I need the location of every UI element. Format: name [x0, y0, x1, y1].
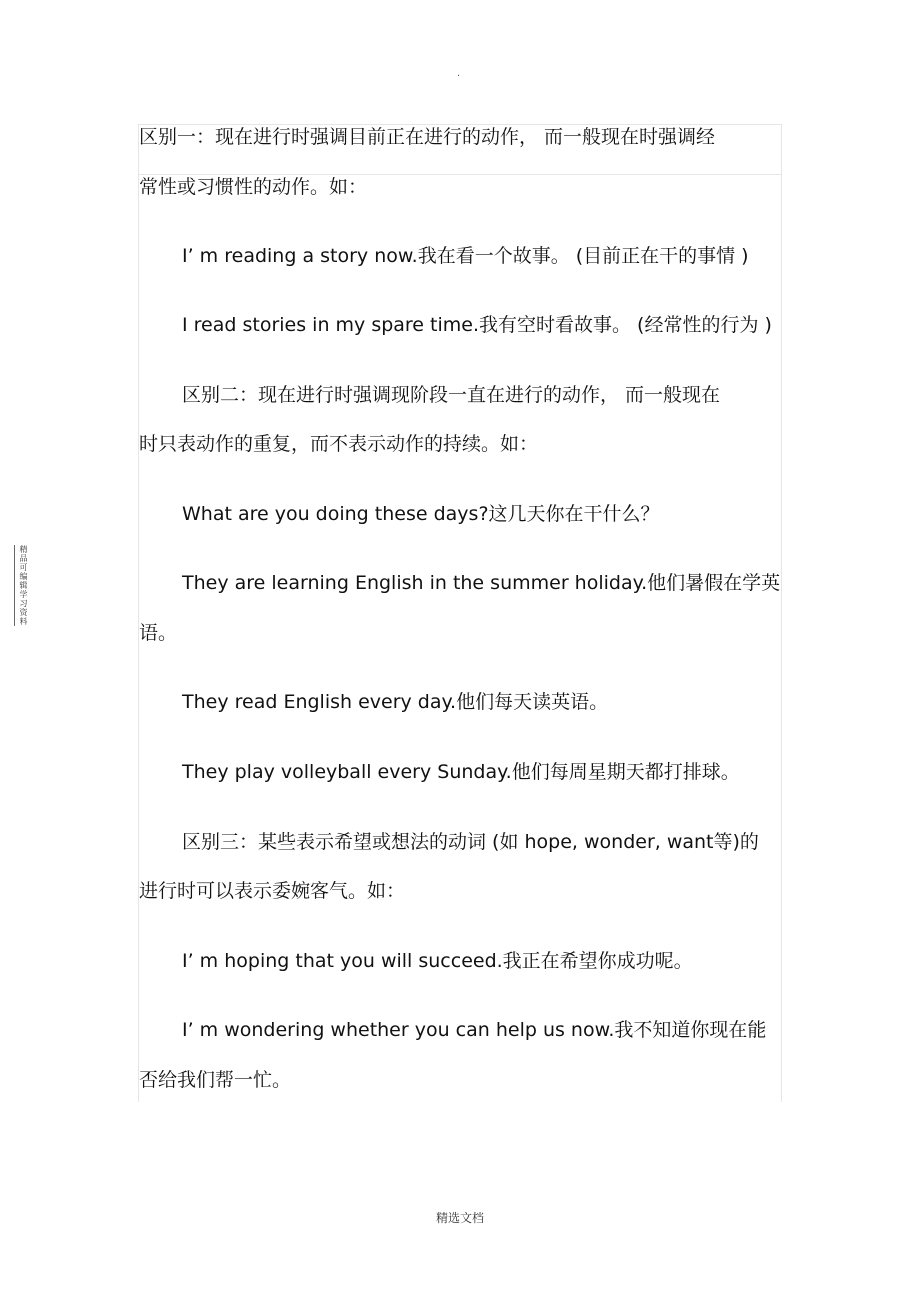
- paragraph-line: 时只表动作的重复，而不表示动作的持续。如：: [139, 433, 539, 455]
- frame-right-border: [781, 124, 782, 1102]
- example-sentence: What are you doing these days?这几天你在干什么？: [182, 503, 660, 525]
- side-watermark-text: 精品可编辑学习资料: [14, 545, 28, 626]
- example-sentence: They are learning English in the summer holiday.他们暑假在学英: [182, 572, 781, 594]
- example-sentence: I’ m reading a story now.我在看一个故事。 (目前正在干的事情 ): [182, 245, 749, 267]
- paragraph-line: 区别一：现在进行时强调目前正在进行的动作， 而一般现在时强调经: [139, 126, 716, 148]
- paragraph-line: 区别二：现在进行时强调现阶段一直在进行的动作， 而一般现在: [182, 384, 721, 406]
- example-sentence: I read stories in my spare time.我有空时看故事。 (经常性的行为 ): [182, 314, 772, 336]
- frame-left-border: [138, 124, 139, 1102]
- example-sentence: I’ m wondering whether you can help us now.我不知道你现在能: [182, 1019, 767, 1041]
- page-footer: 精选文档: [435, 1211, 484, 1225]
- paragraph-line: 区别三：某些表示希望或想法的动词 (如 hope, wonder, want等)的: [182, 831, 759, 853]
- header-mark: .: [457, 68, 461, 79]
- example-sentence: They play volleyball every Sunday.他们每周星期天都打排球。: [182, 761, 740, 783]
- paragraph-line: 常性或习惯性的动作。如：: [139, 176, 368, 198]
- example-sentence: 否给我们帮一忙。: [139, 1069, 292, 1091]
- example-sentence: They read English every day.他们每天读英语。: [182, 691, 609, 713]
- paragraph-line: 进行时可以表示委婉客气。如：: [139, 880, 406, 902]
- example-sentence: I’ m hoping that you will succeed.我正在希望你成功呢。: [182, 950, 693, 972]
- example-sentence: 语。: [139, 622, 178, 644]
